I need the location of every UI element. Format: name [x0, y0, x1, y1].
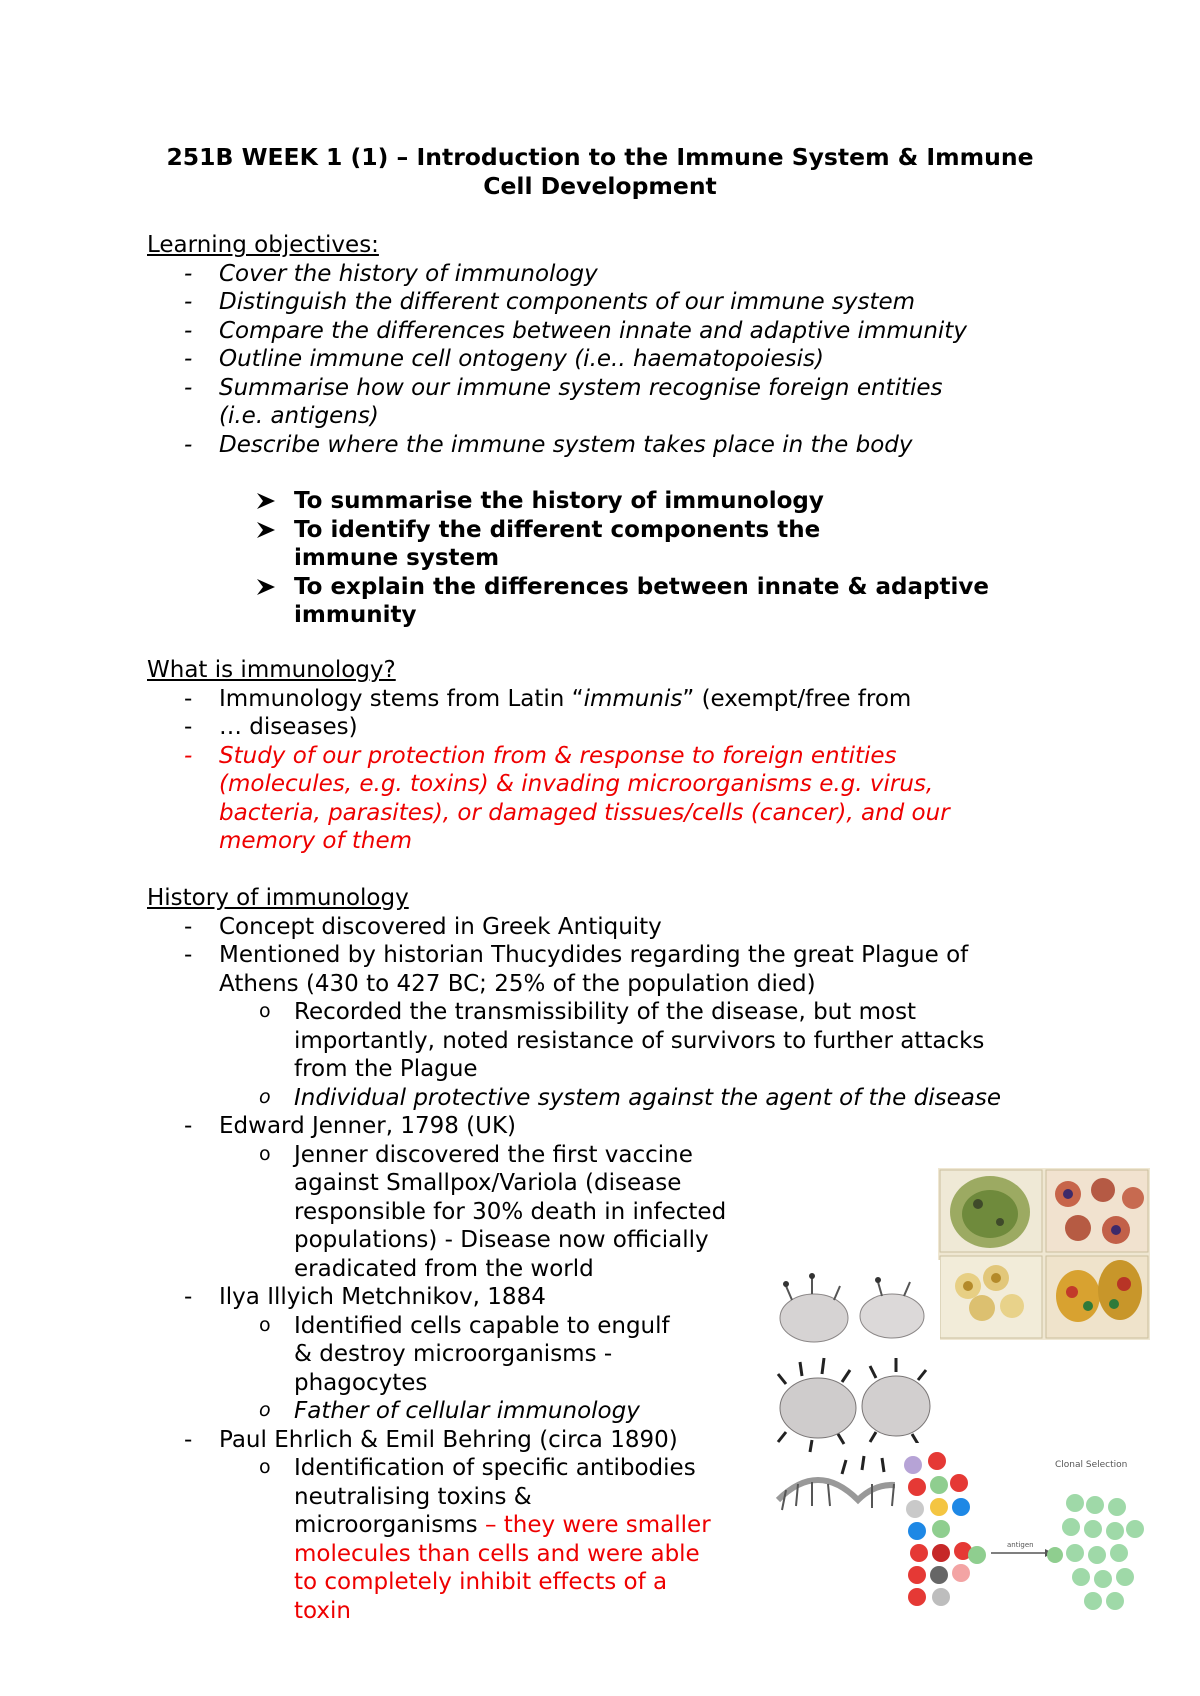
list-item: - Paul Ehrlich & Emil Behring (circa 1890) — [147, 1426, 1047, 1455]
list-item: - Outline immune cell ontogeny (i.e.. haematopoiesis) — [147, 345, 1047, 374]
clonal-title-label: Clonal Selection — [1055, 1460, 1128, 1470]
list-item-highlight: - Study of our protection from & response to foreign entities (molecules, e.g. toxins) & invading microorganisms e.g. virus, bacteria, parasites), or damaged tissues/cells (cancer), and our memory of them — [147, 742, 1027, 856]
latin-term: immunis — [583, 685, 683, 712]
sub-item: o Jenner discovered the first vaccine against Smallpox/Variola (disease responsible for 30% death in infected populations) - Disease now officially eradicated from the world — [147, 1141, 1047, 1284]
history-list — [147, 913, 1047, 999]
goal-text: To explain the differences between innate & adaptive immunity — [294, 573, 989, 628]
page-title: 251B WEEK 1 (1) – Introduction to the Immune System & Immune Cell Development — [166, 143, 1034, 200]
item-text: Immunology stems from Latin “ — [219, 685, 584, 712]
what-list — [147, 685, 1027, 856]
list-item: - Compare the differences between innate and adaptive immunity — [147, 317, 1047, 346]
history-sublist — [147, 998, 1047, 1112]
list-item — [147, 685, 1027, 714]
item-text: Identification of specific antibodies neutralising toxins & microorganisms — [294, 1455, 696, 1538]
objectives-list — [147, 260, 1047, 460]
list-item: - Concept discovered in Greek Antiquity — [147, 913, 1047, 942]
clonal-selection-figure — [895, 1443, 1155, 1633]
list-item: - Ilya Illyich Metchnikov, 1884 — [147, 1283, 1047, 1312]
arrow-bullet-icon — [255, 577, 277, 597]
goal-item — [147, 487, 1057, 516]
what-heading: What is immunology? — [147, 657, 396, 683]
list-item: - … diseases) — [147, 713, 1027, 742]
what-section — [147, 656, 1027, 856]
goal-text: To identify the different components the immune system — [294, 516, 821, 571]
list-item: - Summarise how our immune system recognise foreign entities (i.e. antigens) — [147, 374, 1047, 431]
list-item: - Cover the history of immunology — [147, 260, 1047, 289]
goal-item — [147, 573, 1057, 630]
phagocyte-micrograph-figure — [938, 1168, 1150, 1340]
arrow-bullet-icon — [255, 491, 277, 511]
sub-item: o Father of cellular immunology — [147, 1397, 1047, 1426]
objectives-heading: Learning objectives: — [147, 232, 379, 258]
sub-item: o Identified cells capable to engulf & destroy microorganisms - phagocytes — [147, 1312, 1047, 1398]
item-text-highlight: – they were smaller molecules than cells and were able to completely inhibit effects of a toxin — [294, 1512, 711, 1624]
item-text: ” (exempt/free from — [682, 685, 912, 712]
arrow-bullet-icon — [255, 520, 277, 540]
goals-list — [147, 487, 1057, 630]
goal-text: To summarise the history of immunology — [294, 488, 824, 514]
history-heading: History of immunology — [147, 885, 409, 911]
list-item: - Distinguish the different components of our immune system — [147, 288, 1047, 317]
list-item: - Edward Jenner, 1798 (UK) — [147, 1112, 1047, 1141]
objectives-section — [147, 231, 1047, 459]
sub-item: o Recorded the transmissibility of the disease, but most importantly, noted resistance of survivors to further attacks from the Plague — [147, 998, 1047, 1084]
sub-item: o Individual protective system against the agent of the disease — [147, 1084, 1047, 1113]
clonal-arrow-label: antigen — [1007, 1541, 1034, 1549]
list-item: - Describe where the immune system takes place in the body — [147, 431, 1047, 460]
history-list — [147, 1112, 1047, 1141]
list-item: - Mentioned by historian Thucydides regarding the great Plague of Athens (430 to 427 BC; 25% of the population died) — [147, 941, 1047, 998]
goal-item — [147, 516, 1057, 573]
goals-section — [147, 487, 1057, 630]
